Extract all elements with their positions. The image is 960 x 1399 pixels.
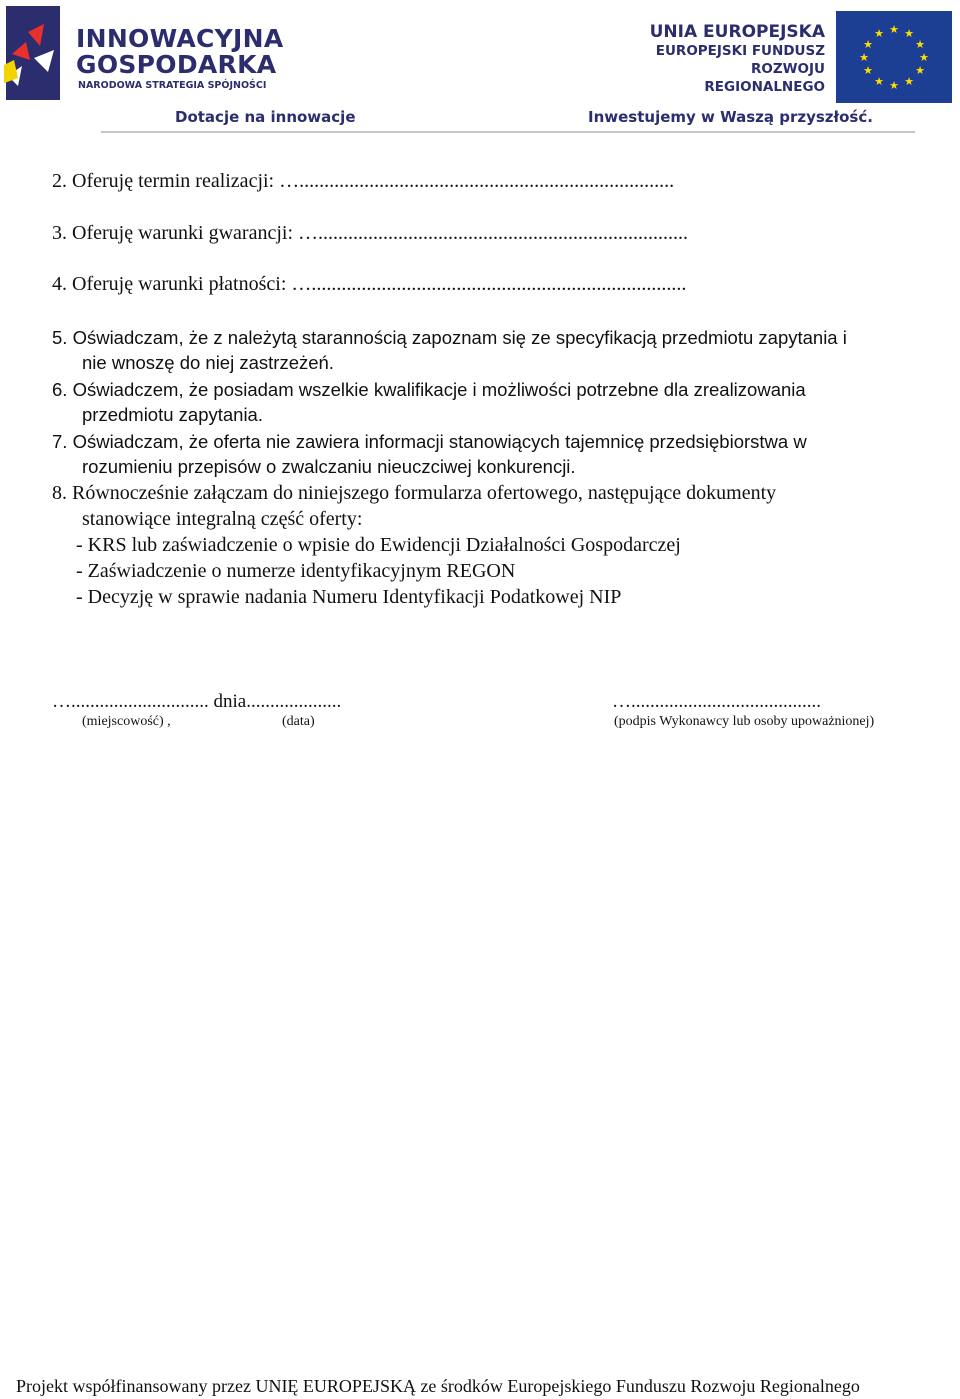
svg-text:★: ★ — [859, 51, 869, 64]
left-tagline: Dotacje na innowacje — [175, 108, 356, 126]
svg-text:★: ★ — [889, 23, 899, 36]
item-7-line-2: rozumieniu przepisów o zwalczaniu nieuczciwej konkurencji. — [82, 456, 576, 477]
svg-text:★: ★ — [915, 64, 925, 77]
place-date-line: …............................. dnia.................... — [52, 691, 342, 712]
svg-text:★: ★ — [889, 79, 899, 92]
item-6-line-2: przedmiotu zapytania. — [82, 404, 263, 425]
item-payment-terms: 4. Oferuję warunki płatności: …........................................................................... — [52, 273, 687, 295]
svg-text:★: ★ — [904, 27, 914, 40]
innowacyjna-gospodarka-logo-icon — [4, 2, 64, 102]
svg-text:★: ★ — [915, 38, 925, 51]
item-5-line-1: 5. Oświadczam, że z należytą starannością zapoznam się ze specyfikacją przedmiotu zapytania i — [52, 327, 847, 348]
item-8-line-2: stanowiące integralną część oferty: — [82, 508, 363, 530]
right-tagline: Inwestujemy w Waszą przyszłość. — [588, 108, 873, 126]
document-item-krs: - KRS lub zaświadczenie o wpisie do Ewidencji Działalności Gospodarczej — [76, 534, 681, 556]
svg-text:★: ★ — [863, 38, 873, 51]
svg-text:★: ★ — [904, 75, 914, 88]
svg-text:★: ★ — [874, 27, 884, 40]
place-label: (miejscowość) , — [82, 714, 171, 729]
item-completion-term: 2. Oferuję termin realizacji: …........................................................................... — [52, 170, 675, 192]
innowacyjna-gospodarka-wordmark: INNOWACYJNA GOSPODARKA — [76, 24, 284, 79]
document-item-regon: - Zaświadczenie o numerze identyfikacyjnym REGON — [76, 560, 516, 582]
signature-line: …........................................ — [612, 691, 821, 712]
item-6-line-1: 6. Oświadczem, że posiadam wszelkie kwalifikacje i możliwości potrzebne dla zrealizowania — [52, 379, 806, 400]
item-warranty-terms: 3. Oferuję warunki gwarancji: ….......................................................................... — [52, 222, 689, 244]
eu-fund-wordmark: UNIA EUROPEJSKA EUROPEJSKI FUNDUSZ ROZWOJU REGIONALNEGO — [649, 22, 825, 95]
document-item-nip: - Decyzję w sprawie nadania Numeru Identyfikacji Podatkowej NIP — [76, 586, 622, 608]
svg-text:★: ★ — [919, 51, 929, 64]
header-divider — [101, 131, 915, 133]
date-label: (data) — [282, 714, 315, 729]
header-logos — [0, 0, 960, 140]
svg-text:★: ★ — [863, 64, 873, 77]
svg-text:★: ★ — [874, 75, 884, 88]
item-8-line-1: 8. Równocześnie załączam do niniejszego formularza ofertowego, następujące dokumenty — [52, 482, 777, 504]
strategy-subtitle: NARODOWA STRATEGIA SPÓJNOŚCI — [78, 80, 267, 91]
signer-label: (podpis Wykonawcy lub osoby upoważnionej) — [614, 714, 875, 729]
item-5-line-2: nie wnoszę do niej zastrzeżeń. — [82, 352, 334, 373]
item-7-line-1: 7. Oświadczam, że oferta nie zawiera informacji stanowiących tajemnicę przedsiębiorstwa w — [52, 431, 807, 452]
eu-flag-icon — [836, 11, 952, 103]
funding-footer: Projekt współfinansowany przez UNIĘ EUROPEJSKĄ ze środków Europejskiego Funduszu Rozwoju Regionalnego — [16, 1376, 860, 1396]
